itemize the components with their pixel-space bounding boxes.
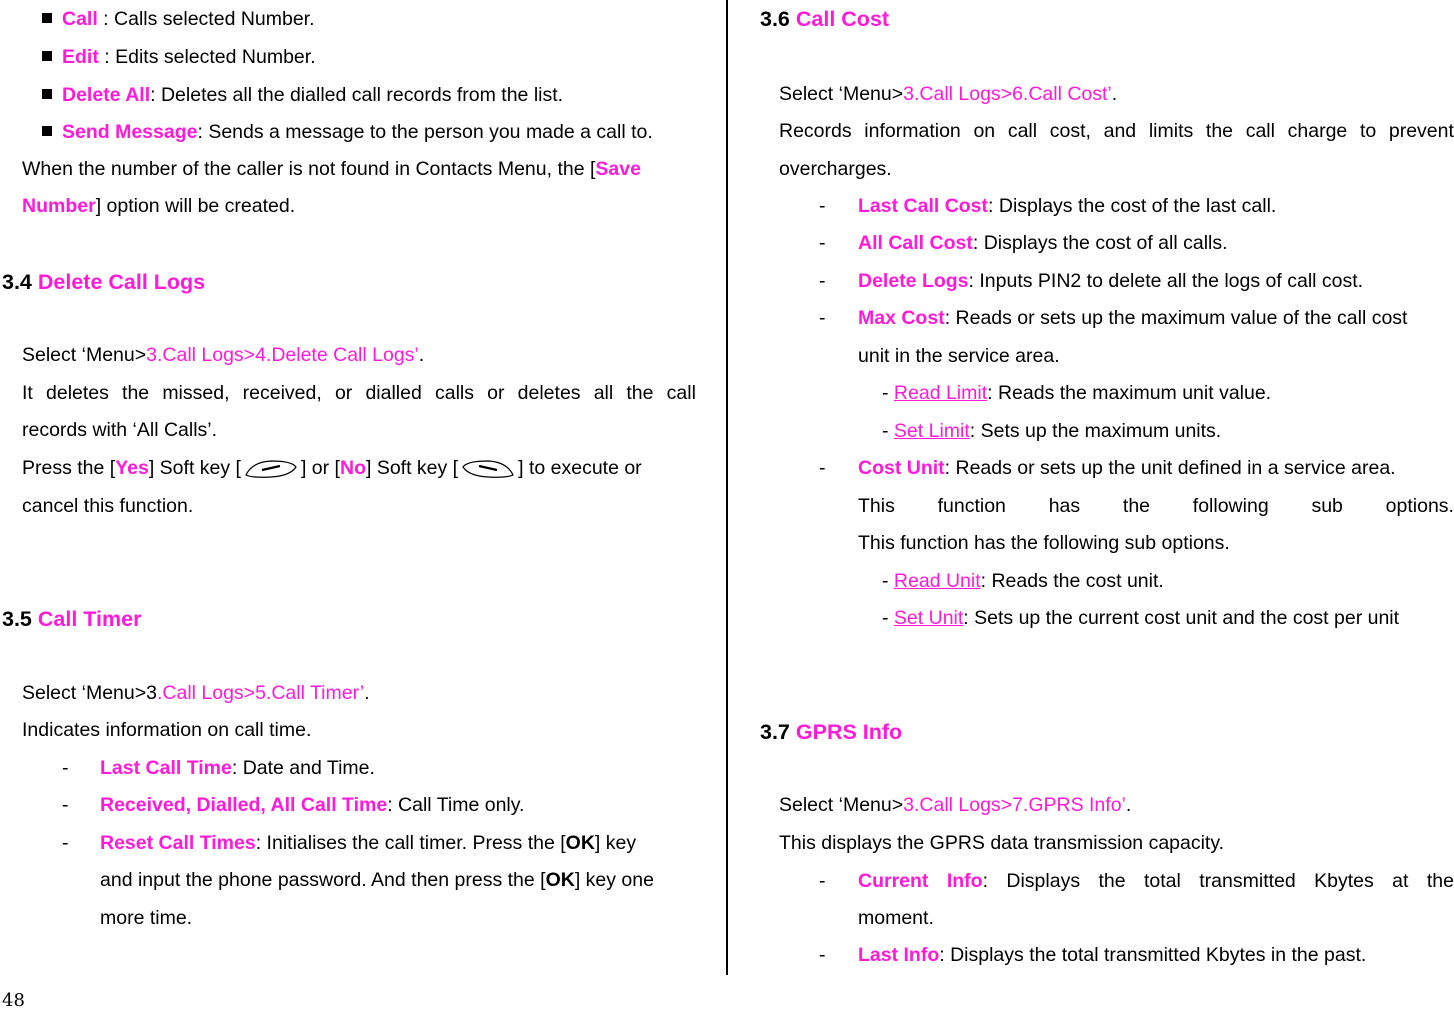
section-heading-3-6: 3.6 Call Cost [760, 7, 890, 31]
left-softkey-icon [242, 458, 300, 480]
word: or [334, 382, 353, 404]
call-cost-desc-line2: overcharges. [779, 158, 892, 180]
word: dialled [365, 382, 422, 404]
word: cost, [1049, 120, 1091, 142]
item-delete-logs: Delete Logs: Inputs PIN2 to delete all the logs of call cost. [858, 270, 1364, 292]
item-current-info [858, 869, 1454, 893]
press-the-text: Press the [Yes] Soft key [ ] or [No] Soft key [ ] to execute or [22, 457, 642, 479]
word: the [1122, 495, 1151, 517]
word: transmitted [1199, 870, 1296, 892]
dash-bullet: - [62, 794, 69, 816]
dash-bullet: - [62, 757, 69, 779]
bullet-edit: Edit : Edits selected Number. [62, 46, 316, 68]
delete-desc-line1 [22, 381, 696, 405]
column-divider [726, 0, 728, 975]
word: It [22, 382, 33, 404]
item-reset-call-times: Reset Call Times: Initialises the call timer. Press the [OK] key [100, 832, 637, 854]
word: options. [1385, 495, 1454, 517]
item-all-call-cost: All Call Cost: Displays the cost of all calls. [858, 232, 1228, 254]
bullet-call: Call : Calls selected Number. [62, 8, 315, 30]
word: information [864, 120, 961, 142]
select-path-3-5: Select ‘Menu>3.Call Logs>5.Call Timer’. [22, 682, 370, 704]
word: following [1192, 495, 1269, 517]
word: call [1007, 120, 1038, 142]
word: call [666, 382, 696, 404]
dash-bullet: - [819, 457, 826, 479]
item-last-call-time: Last Call Time: Date and Time. [100, 757, 375, 779]
square-bullet-icon [42, 126, 52, 136]
max-cost-line2: unit in the service area. [858, 345, 1060, 367]
current-info-line2: moment. [858, 907, 934, 929]
square-bullet-icon [42, 13, 52, 23]
section-heading-3-7: 3.7 GPRS Info [760, 720, 903, 744]
current-info-term-word: Current [858, 870, 929, 892]
dash-bullet: - [819, 870, 826, 892]
cost-unit-line3: This function has the following sub options. [858, 532, 1230, 554]
select-path-3-6: Select ‘Menu>3.Call Logs>6.Call Cost’. [779, 83, 1118, 105]
sub-read-limit: - Read Limit: Reads the maximum unit value. [882, 382, 1272, 404]
gprs-desc: This displays the GPRS data transmission capacity. [779, 832, 1225, 854]
word: all [593, 382, 614, 404]
word: Kbytes [1314, 870, 1374, 892]
word: limits [1148, 120, 1194, 142]
bullet-send-message: Send Message: Sends a message to the person you made a call to. [62, 121, 653, 143]
word: calls [434, 382, 474, 404]
right-softkey-icon [459, 458, 517, 480]
dash-bullet: - [819, 195, 826, 217]
select-path-3-4: Select ‘Menu>3.Call Logs>4.Delete Call Logs’. [22, 344, 425, 366]
item-last-call-cost: Last Call Cost: Displays the cost of the last call. [858, 195, 1277, 217]
reset-line2: and input the phone password. And then press the [OK] key one [100, 869, 654, 891]
section-heading-3-5: 3.5 Call Timer [2, 607, 142, 631]
sub-set-unit: - Set Unit: Sets up the current cost unit and the cost per unit [882, 607, 1400, 629]
word: the [626, 382, 654, 404]
item-received-dialled: Received, Dialled, All Call Time: Call Time only. [100, 794, 525, 816]
sub-read-unit: - Read Unit: Reads the cost unit. [882, 570, 1164, 592]
reset-line3: more time. [100, 907, 193, 929]
sub-set-limit: - Set Limit: Sets up the maximum units. [882, 420, 1222, 442]
page-number: 48 [2, 990, 25, 1011]
word: deletes [517, 382, 581, 404]
dash-bullet: - [819, 944, 826, 966]
word: missed, [162, 382, 230, 404]
save-number-note-line1: When the number of the caller is not found in Contacts Menu, the [Save [22, 158, 641, 180]
word: call [1245, 120, 1275, 142]
word: prevent [1388, 120, 1454, 142]
word: the [1098, 870, 1126, 892]
cost-unit-line2 [858, 494, 1454, 518]
dash-bullet: - [819, 232, 826, 254]
word: This [858, 495, 895, 517]
word: deletes [46, 382, 109, 404]
word: Records [779, 120, 852, 142]
dash-bullet: - [819, 307, 826, 329]
dash-bullet: - [62, 832, 69, 854]
dash-bullet: - [819, 270, 826, 292]
item-last-info: Last Info: Displays the total transmitted Kbytes in the past. [858, 944, 1367, 966]
word: the [1205, 120, 1234, 142]
word: charge [1287, 120, 1348, 142]
word: to [1359, 120, 1377, 142]
word: total [1144, 870, 1181, 892]
current-info-label [947, 869, 988, 893]
word: has [1048, 495, 1081, 517]
delete-desc-line2: records with ‘All Calls’. [22, 419, 218, 441]
word: or [487, 382, 505, 404]
select-path-3-7: Select ‘Menu>3.Call Logs>7.GPRS Info’. [779, 794, 1132, 816]
word: : [982, 870, 988, 892]
section-heading-3-4: 3.4 Delete Call Logs [2, 270, 206, 294]
item-cost-unit: Cost Unit: Reads or sets up the unit defined in a service area. [858, 457, 1396, 479]
bullet-delete-all: Delete All: Deletes all the dialled call records from the list. [62, 84, 564, 106]
word: received, [242, 382, 322, 404]
word: on [973, 120, 996, 142]
press-line2: cancel this function. [22, 495, 194, 517]
word: the [122, 382, 150, 404]
save-number-note-line2: Number] option will be created. [22, 195, 296, 217]
call-cost-desc-line1 [779, 119, 1454, 143]
word: the [1426, 870, 1454, 892]
call-timer-desc: Indicates information on call time. [22, 719, 312, 741]
square-bullet-icon [42, 89, 52, 99]
word: and [1103, 120, 1137, 142]
word: sub [1311, 495, 1343, 517]
word: at [1392, 870, 1409, 892]
current-info-term-word: Info [946, 870, 983, 892]
word: Displays [1006, 870, 1081, 892]
item-max-cost: Max Cost: Reads or sets up the maximum value of the call cost [858, 307, 1408, 329]
word: function [937, 495, 1006, 517]
press-yes-no-line [22, 456, 696, 480]
square-bullet-icon [42, 51, 52, 61]
